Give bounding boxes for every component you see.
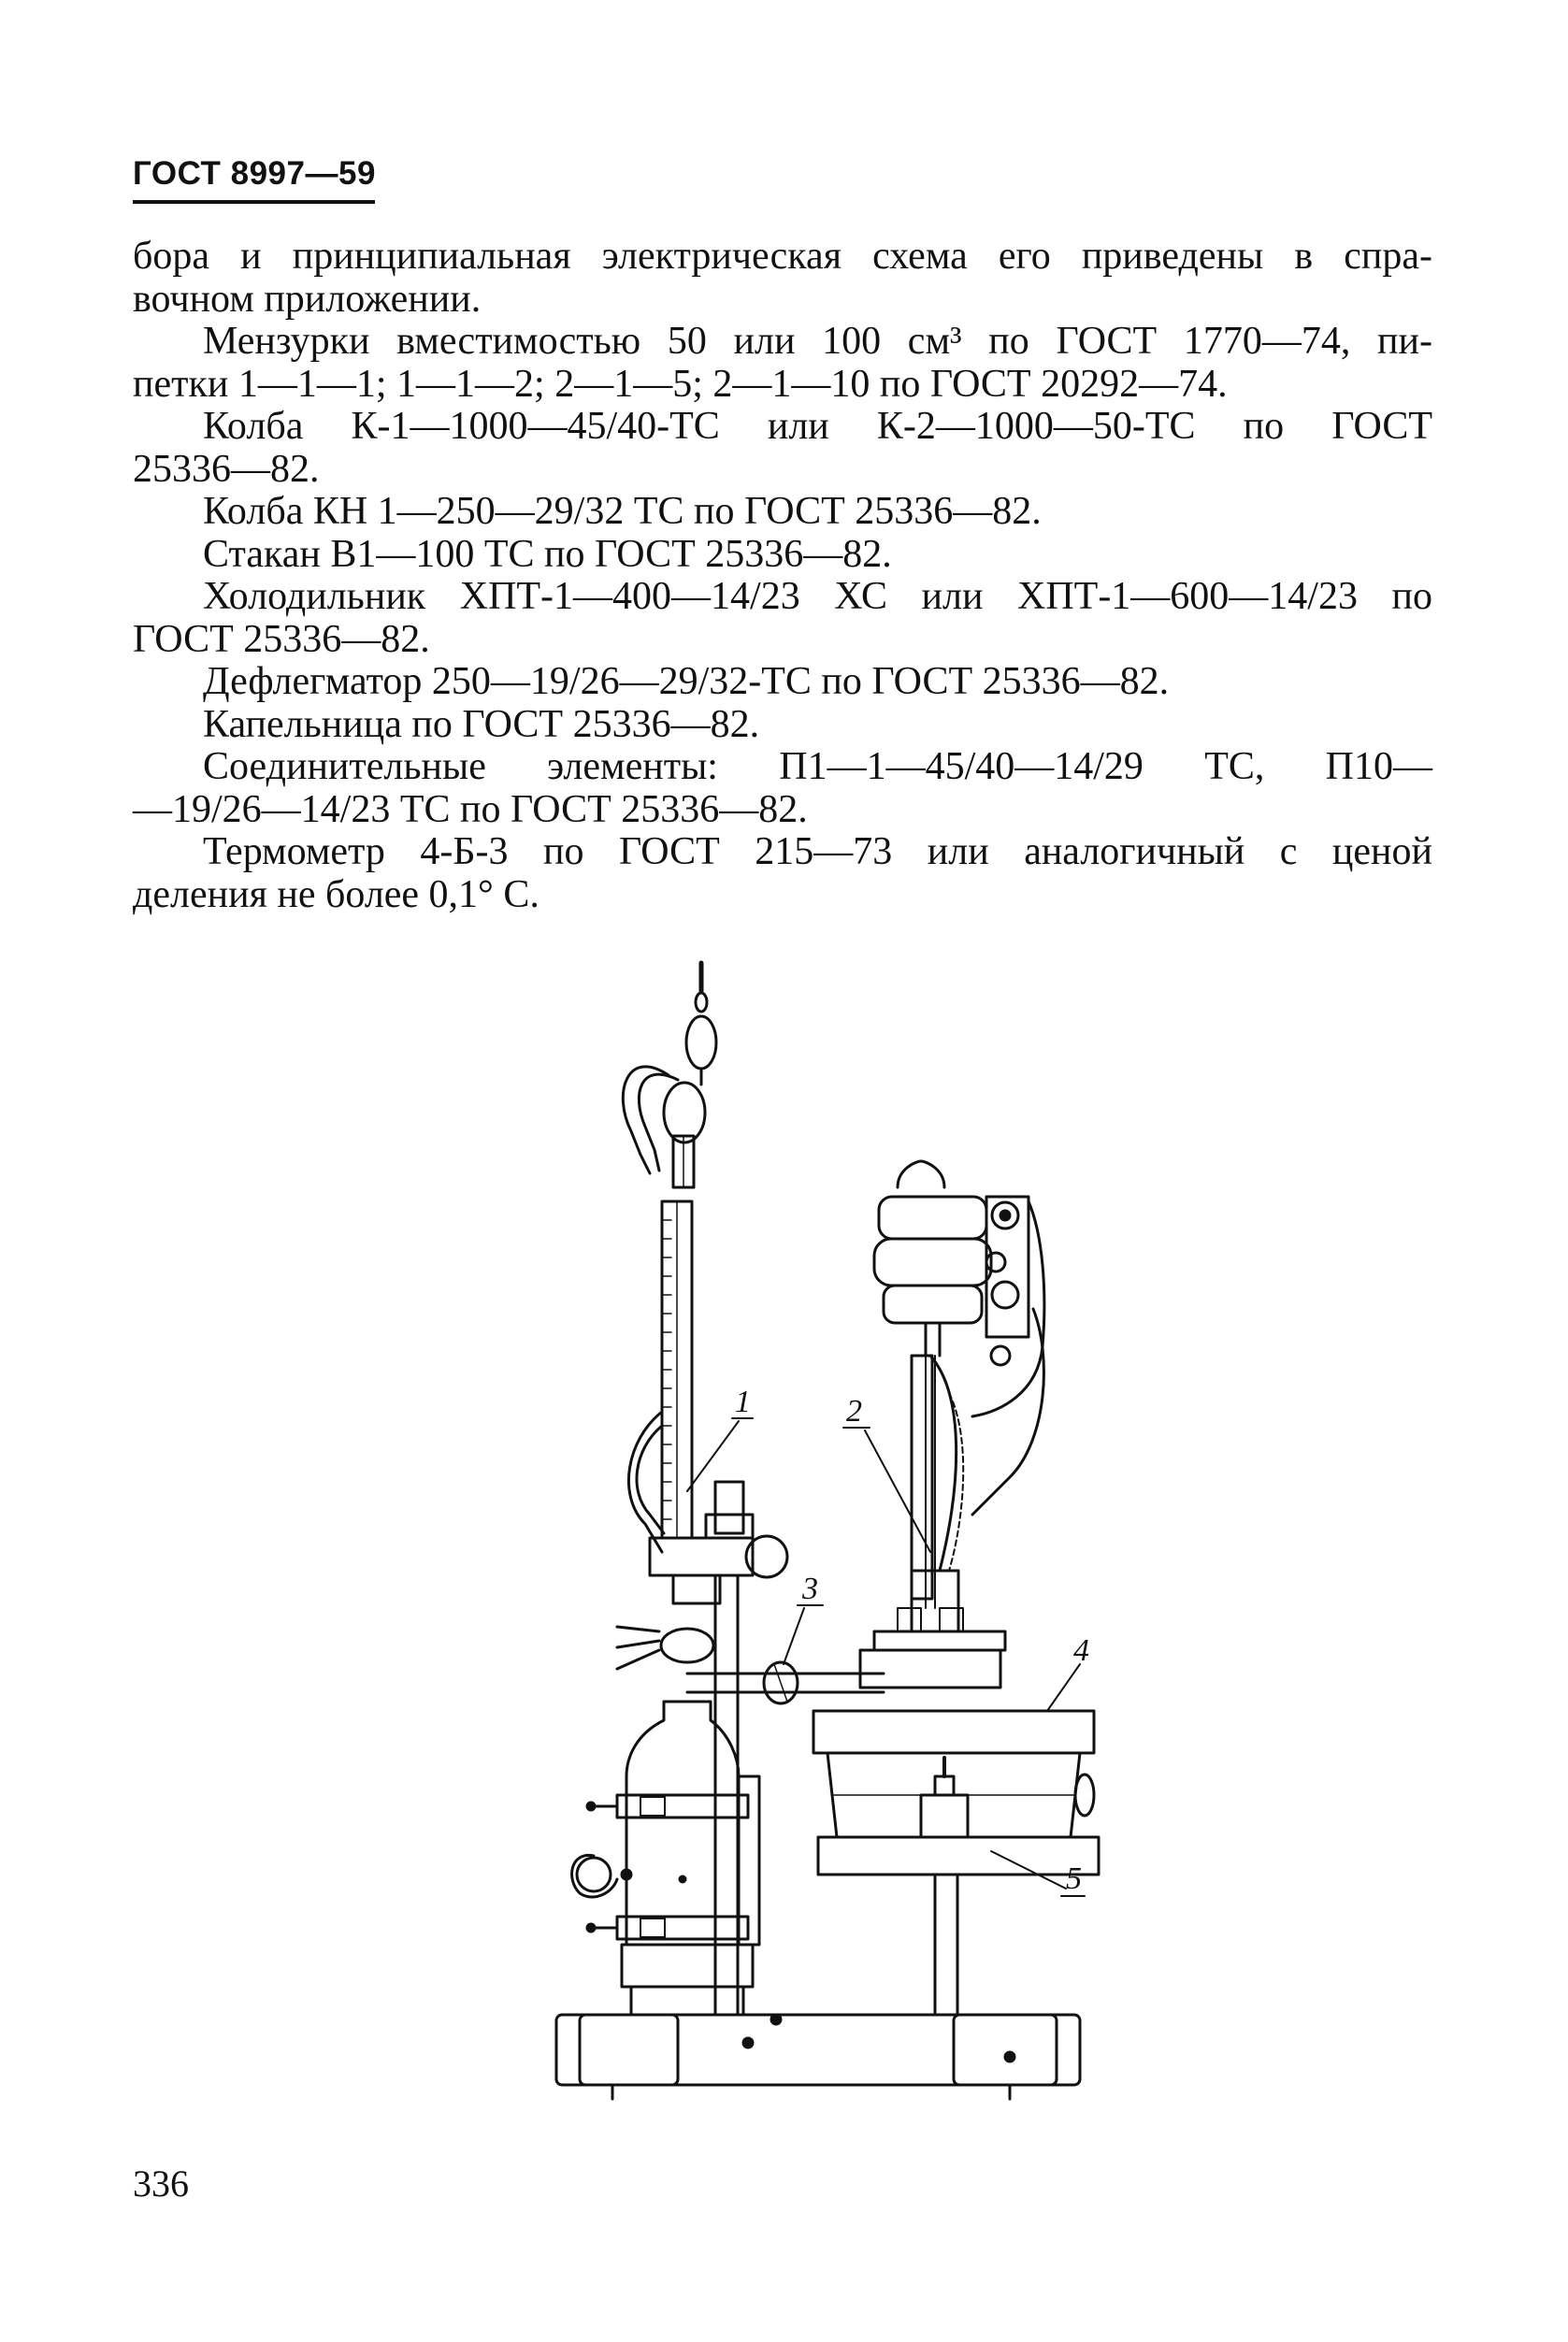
body-line: Соединительные элементы: П1—1—45/40—14/29 ТС, П10—	[203, 745, 1432, 788]
stopcock-assembly	[617, 1482, 787, 1669]
body-line: Колба К-1—1000—45/40-ТС или К-2—1000—50-ТС по ГОСТ	[203, 405, 1432, 448]
burette-bulb-assembly	[623, 963, 716, 1187]
left-flask-heater	[572, 1702, 759, 2015]
body-line: петки 1—1—1; 1—1—2; 2—1—5; 2—1—10 по ГОСТ 20292—74.	[133, 362, 1228, 406]
body-line: Холодильник ХПТ-1—400—14/23 ХС или ХПТ-1—600—14/23 по	[203, 575, 1432, 618]
callout-1	[687, 1385, 753, 1491]
stirrer-motor	[874, 1161, 1044, 1515]
body-line: Дефлегматор 250—19/26—29/32-ТС по ГОСТ 25336—82.	[203, 660, 1170, 703]
body-line: деления не более 0,1° С.	[133, 872, 539, 916]
apparatus-drawing	[524, 954, 1089, 2132]
callout-3	[784, 1572, 823, 1664]
header-rule	[133, 200, 375, 204]
callout-label-3: 3	[802, 1572, 818, 1606]
callout-label-2: 2	[846, 1394, 862, 1429]
body-line: —19/26—14/23 ТС по ГОСТ 25336—82.	[133, 787, 808, 831]
body-line: Колба КН 1—250—29/32 ТС по ГОСТ 25336—82.	[203, 490, 1042, 533]
body-line: Капельница по ГОСТ 25336—82.	[203, 702, 760, 746]
base-stand	[556, 2015, 1080, 2099]
callout-label-1: 1	[735, 1385, 751, 1419]
body-line: Мензурки вместимостью 50 или 100 см³ по ГОСТ 1770—74, пи-	[203, 320, 1432, 363]
callout-label-5: 5	[1066, 1861, 1082, 1896]
body-text	[133, 236, 1432, 916]
callout-4	[1047, 1633, 1089, 1711]
hot-plate	[818, 1758, 1099, 2015]
right-support-rod	[912, 1356, 932, 1599]
stirrer-shaft	[898, 1356, 963, 1631]
body-line: бора и принципиальная электрическая схема его приведены в спра-	[133, 235, 1432, 278]
page-number: 336	[133, 2162, 189, 2205]
body-line: 25336—82.	[133, 447, 320, 491]
body-line: Термометр 4-Б-3 по ГОСТ 215—73 или аналогичный с ценой	[203, 830, 1432, 873]
graduated-burette	[628, 1201, 692, 1552]
callout-2	[843, 1394, 930, 1552]
body-line: Стакан В1—100 ТС по ГОСТ 25336—82.	[203, 532, 892, 576]
beaker-vessel	[813, 1631, 1094, 1837]
callout-label-4: 4	[1073, 1633, 1089, 1668]
body-line: вочном приложении.	[133, 277, 482, 321]
body-line: ГОСТ 25336—82.	[133, 617, 430, 661]
standard-header: ГОСТ 8997—59	[133, 155, 376, 192]
